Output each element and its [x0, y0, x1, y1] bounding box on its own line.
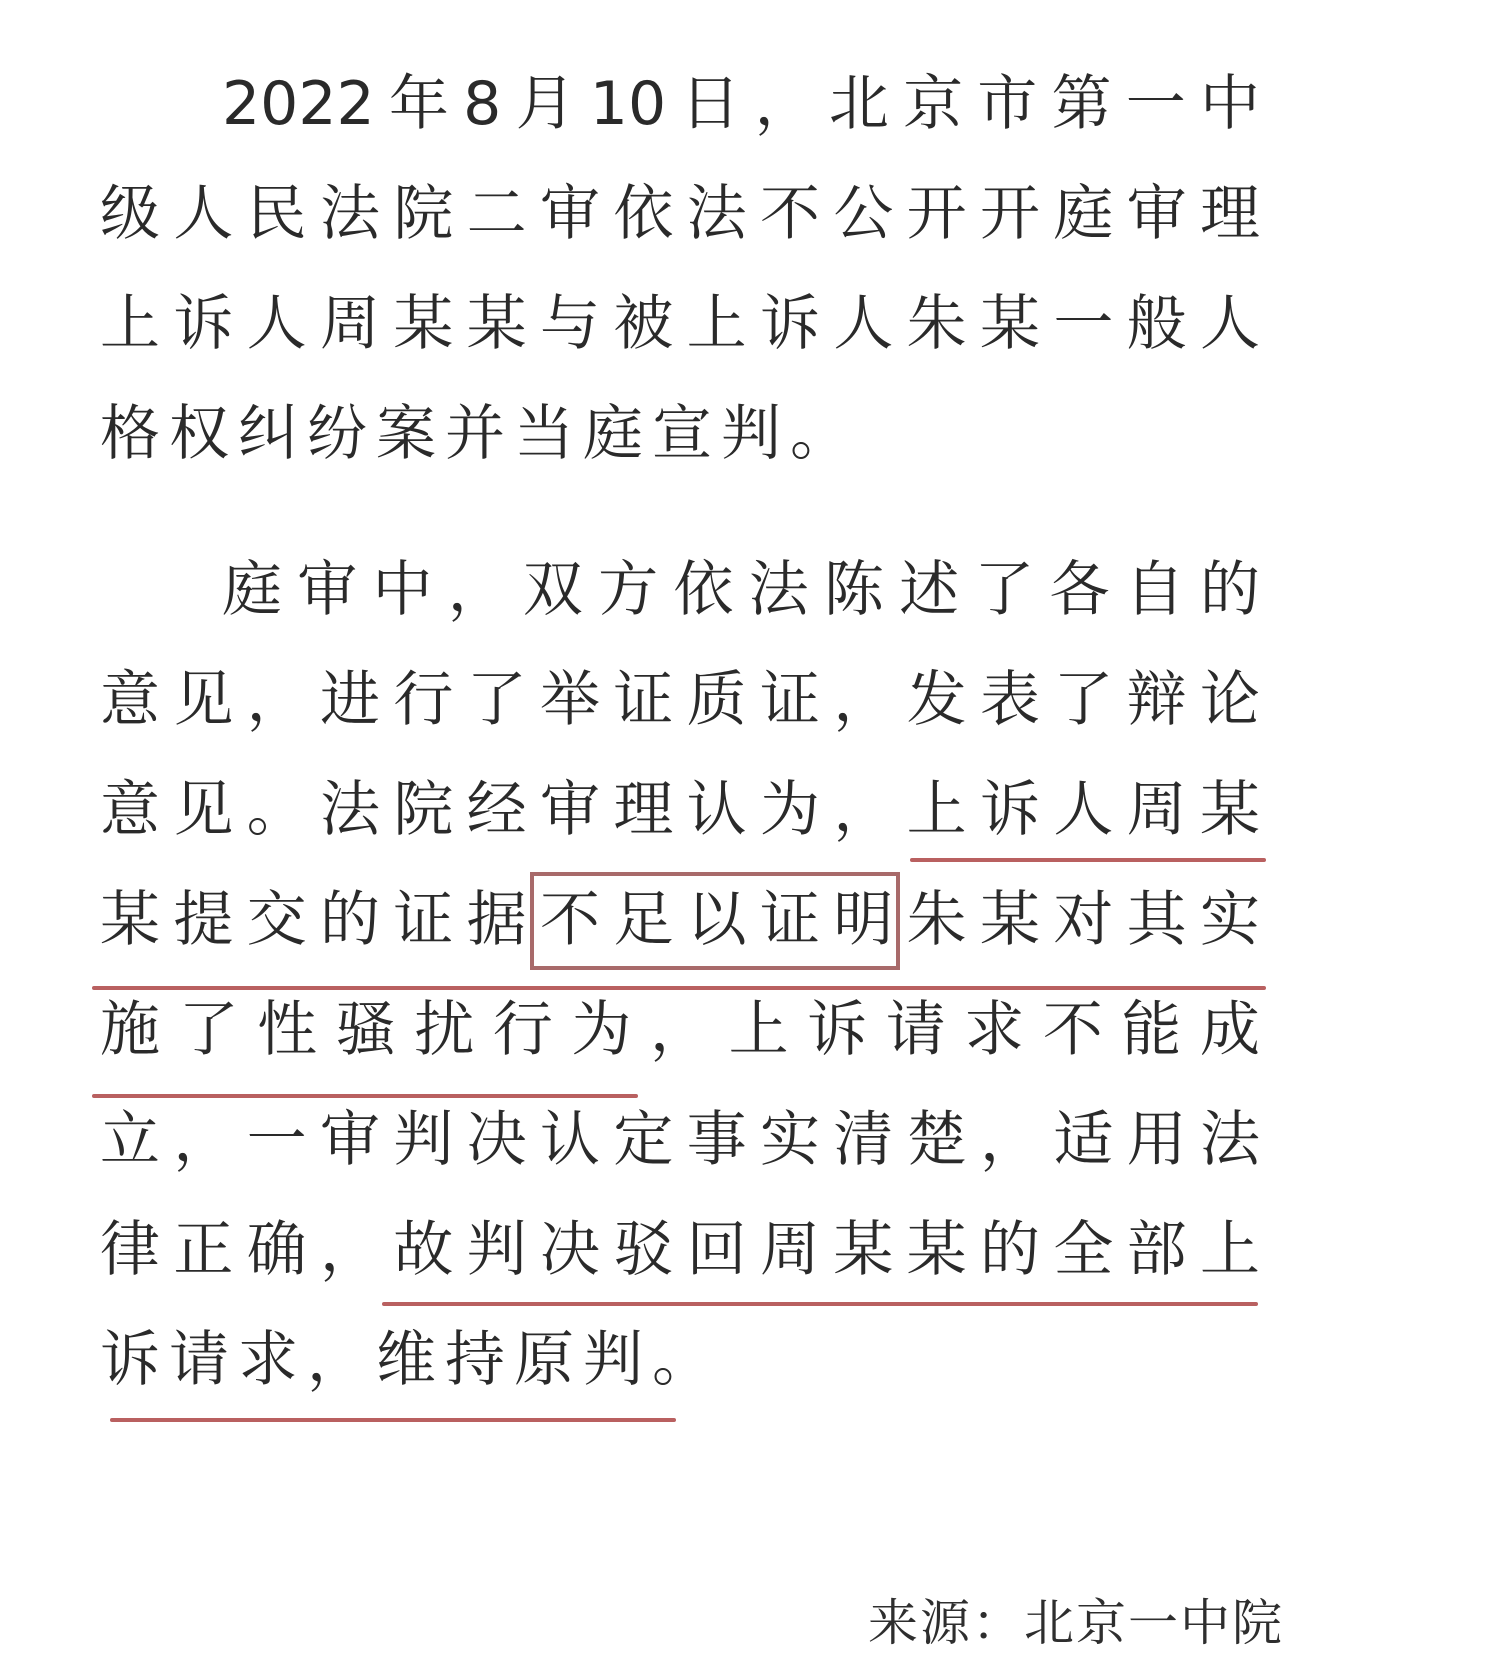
paragraph-2-line-4: 某提交的证据不足以证明朱某对其实 — [100, 885, 1260, 955]
box-annotation — [530, 872, 900, 970]
paragraph-2-line-5: 施了性骚扰行为，上诉请求不能成 — [100, 995, 1260, 1065]
paragraph-2-line-1: 庭审中，双方依法陈述了各自的 — [222, 555, 1260, 625]
paragraph-1-line-1: 2022年8月10日，北京市第一中 — [222, 69, 1260, 139]
underline-annotation-5 — [110, 1418, 676, 1422]
paragraph-1-line-4: 格权纠纷案并当庭宣判。 — [100, 399, 859, 469]
underline-annotation-4 — [382, 1302, 1258, 1306]
paragraph-2-line-2: 意见，进行了举证质证，发表了辩论 — [100, 665, 1260, 735]
paragraph-1-line-2: 级人民法院二审依法不公开开庭审理 — [100, 179, 1260, 249]
paragraph-2-line-3: 意见。法院经审理认为，上诉人周某 — [100, 775, 1260, 845]
paragraph-1-line-3: 上诉人周某某与被上诉人朱某一般人 — [100, 289, 1260, 359]
underline-annotation-2 — [92, 986, 1266, 990]
paragraph-2-line-7: 律正确，故判决驳回周某某的全部上 — [100, 1215, 1260, 1285]
paragraph-2-line-8: 诉请求，维持原判。 — [100, 1325, 721, 1395]
underline-annotation-3 — [92, 1094, 638, 1098]
source-credit: 来源：北京一中院 — [868, 1594, 1284, 1652]
underline-annotation-1 — [910, 858, 1266, 862]
paragraph-2-line-6: 立，一审判决认定事实清楚，适用法 — [100, 1105, 1260, 1175]
